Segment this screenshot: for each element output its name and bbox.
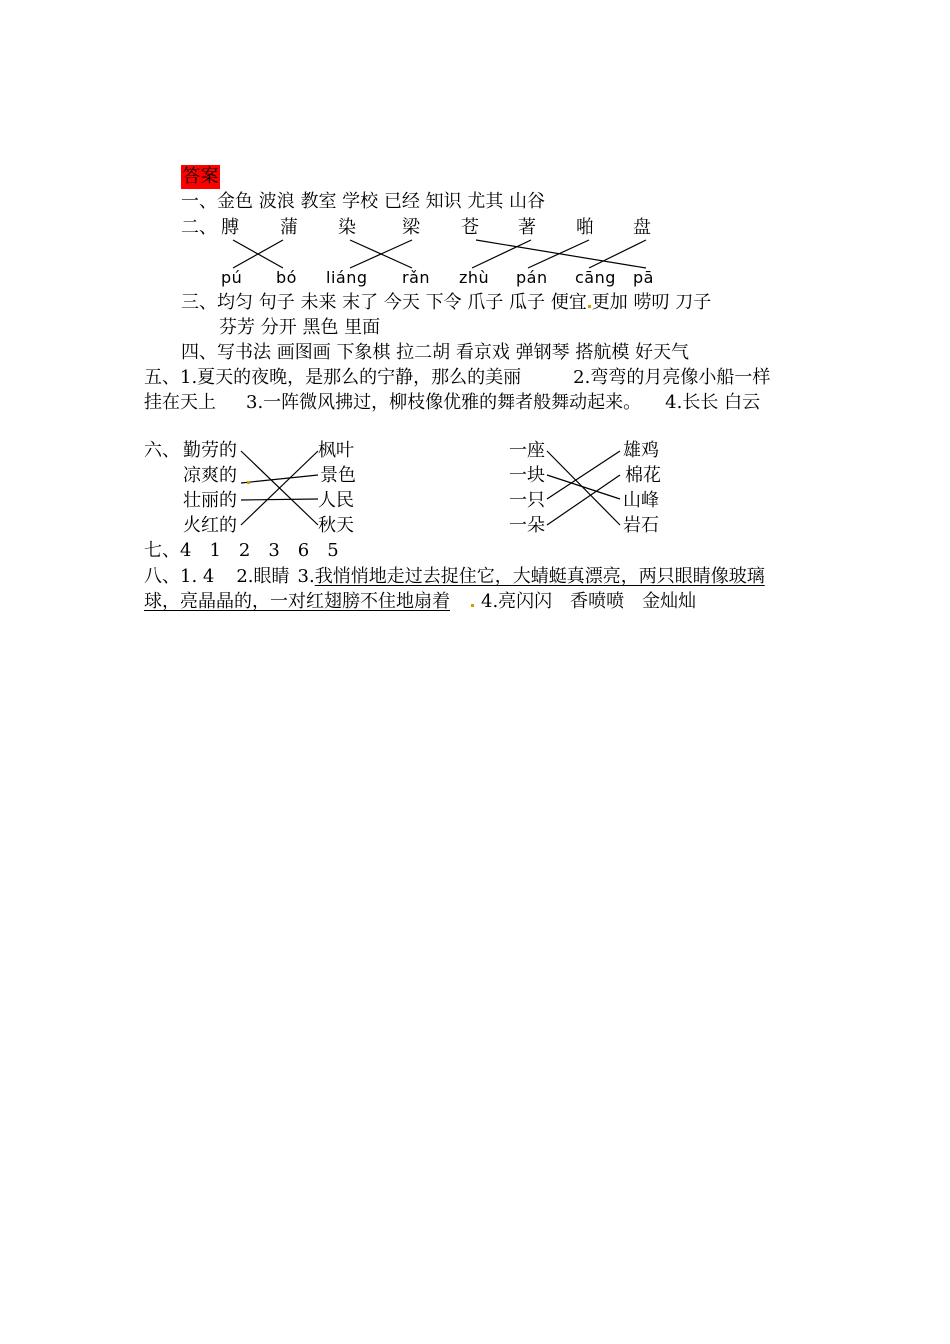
s6-left-word: 勤劳的: [183, 440, 237, 461]
s6-right-noun: 岩石: [623, 515, 659, 536]
section-3-line1: [181, 292, 711, 314]
s8-underlined-answer-cont: 球，亮晶晶的，一对红翅膀不住地扇着: [144, 591, 450, 612]
s8-line1b: 2.眼睛: [236, 566, 290, 587]
s6-left-word: 壮丽的: [183, 490, 237, 511]
s5-line2a: 挂在天上: [144, 392, 216, 413]
s6-right-noun: 山峰: [623, 490, 659, 511]
s2-pinyin: rǎn: [402, 268, 431, 287]
s2-pinyin: liáng: [326, 268, 368, 287]
section-8-line2: [144, 591, 696, 613]
s2-pinyin: bó: [276, 268, 297, 287]
s2-char: 苍: [461, 217, 479, 238]
s6-match-line: [241, 475, 318, 483]
s6-match-line: [241, 499, 318, 500]
section-7: 七、4 1 2 3 6 5: [144, 540, 339, 561]
s6-match-line: [547, 475, 620, 525]
s3-line1b: 更加 唠叨 刀子: [591, 292, 712, 313]
s6-match-line: [547, 451, 620, 499]
section-5-line2: [144, 392, 760, 414]
s6-right-measure: 一朵: [509, 515, 545, 536]
s6-right-noun: 棉花: [625, 465, 661, 486]
s6-left-noun: 秋天: [318, 515, 354, 536]
s2-pinyin: zhù: [459, 268, 490, 287]
s6-match-line: [547, 475, 620, 499]
mark-dot: [471, 604, 474, 607]
s6-right-measure: 一座: [509, 440, 545, 461]
s5-line2c: 4.长长 白云: [665, 392, 761, 413]
mark-dot: [247, 481, 250, 484]
s2-pinyin: pán: [516, 268, 548, 287]
s2-pinyin: pā: [633, 268, 654, 287]
s6-left-word: 火红的: [183, 515, 237, 536]
section-4: 四、写书法 画图画 下象棋 拉二胡 看京戏 弹钢琴 搭航模 好天气: [181, 342, 690, 363]
s2-char: 盘: [633, 217, 651, 238]
s3-line1: 三、均匀 句子 未来 末了 今天 下令 爪子 瓜子 便宜: [181, 292, 587, 313]
answer-title: 答案: [182, 166, 219, 187]
s2-char: 梁: [402, 217, 420, 238]
section-5-line1: [144, 367, 770, 389]
s2-match-line: [528, 240, 589, 268]
section-3-line2: 芬芳 分开 黑色 里面: [219, 317, 381, 338]
s5-line2b: 3.一阵微风拂过，柳枝像优雅的舞者般舞动起来。: [246, 392, 642, 413]
s6-left-word: 凉爽的: [183, 465, 237, 486]
s6-left-noun: 枫叶: [318, 440, 354, 461]
s8-underlined-answer: 我悄悄地走过去捉住它，大蜻蜓真漂亮，两只眼睛像玻璃: [314, 566, 765, 587]
s2-char: 染: [338, 217, 356, 238]
s2-pinyin: cāng: [575, 268, 616, 287]
mark-dot: [588, 305, 591, 308]
s8-line1a: 八、1. 4: [144, 566, 215, 587]
s6-right-noun: 雄鸡: [623, 440, 659, 461]
s8-line1c: 3.: [297, 566, 315, 587]
section-8-line1: [144, 566, 765, 588]
s5-line1a: 五、1.夏天的夜晚，是那么的宁静，那么的美丽: [144, 367, 522, 388]
section-1: 一、金色 波浪 教室 学校 已经 知识 尤其 山谷: [181, 191, 546, 212]
s2-char: 啪: [576, 217, 594, 238]
s8-line2b: 4.亮闪闪 香喷喷 金灿灿: [481, 591, 697, 612]
s2-pinyin: pú: [221, 268, 243, 287]
s2-char: 膊: [221, 217, 239, 238]
section-2-prefix: 二、: [181, 217, 217, 238]
s6-right-measure: 一只: [509, 490, 545, 511]
s6-left-noun: 景色: [320, 465, 356, 486]
s6-right-measure: 一块: [509, 465, 545, 486]
s2-char: 蒲: [280, 217, 298, 238]
s5-line1b: 2.弯弯的月亮像小船一样: [573, 367, 771, 388]
s6-left-noun: 人民: [318, 490, 354, 511]
s2-char: 著: [518, 217, 536, 238]
section-6-prefix: 六、: [144, 440, 180, 461]
s6-match-line: [547, 451, 620, 525]
